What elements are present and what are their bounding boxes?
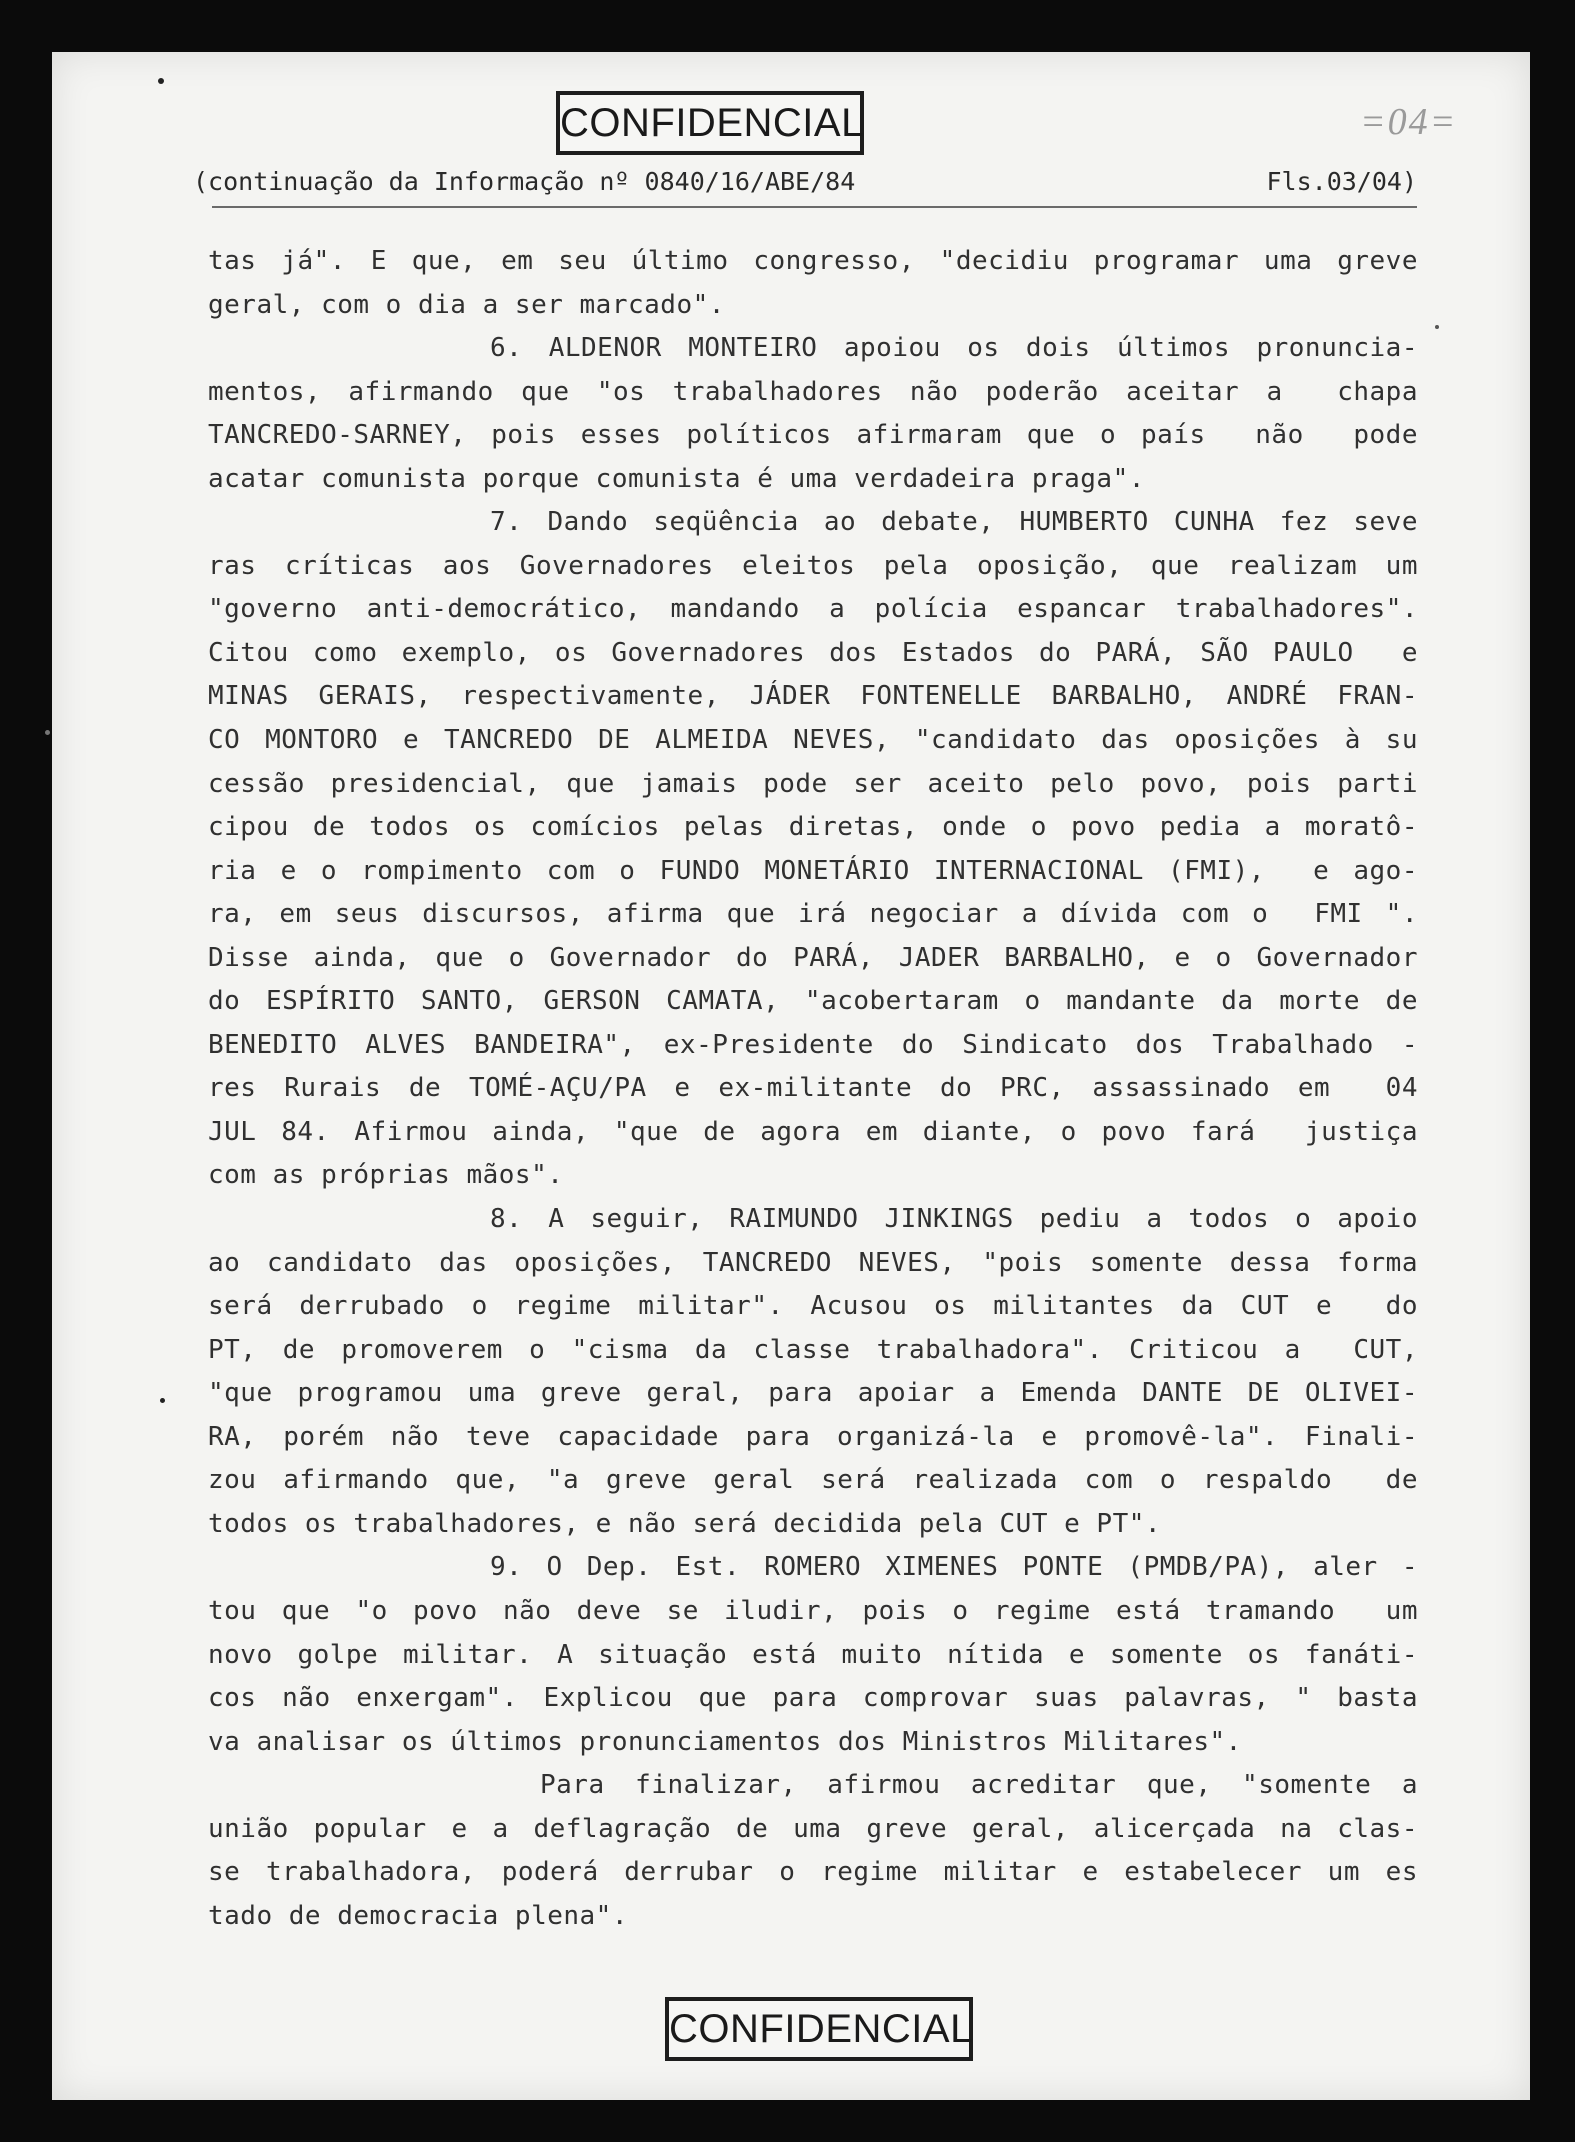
text-line: RA, porém não teve capacidade para organizá-la e promovê-la". Finali- (208, 1421, 1418, 1452)
text-line: cos não enxergam". Explicou que para comprovar suas palavras, " basta (208, 1683, 1418, 1714)
text-line: com as próprias mãos". (208, 1160, 564, 1191)
confidential-stamp-bottom: CONFIDENCIAL (665, 1997, 973, 2061)
text-line: BENEDITO ALVES BANDEIRA", ex-Presidente do Sindicato dos Trabalhado - (208, 1029, 1418, 1060)
text-line: tas já". E que, em seu último congresso, "decidiu programar uma greve (208, 246, 1418, 276)
text-line: JUL 84. Afirmou ainda, "que de agora em diante, o povo fará justiça (208, 1116, 1418, 1147)
information-reference: (continuação da Informação nº 0840/16/ABE/84 (193, 167, 856, 196)
text-line: "que programou uma greve geral, para apoiar a Emenda DANTE DE OLIVEI- (208, 1378, 1418, 1409)
text-line: PT, de promoverem o "cisma da classe trabalhadora". Criticou a CUT, (208, 1334, 1418, 1365)
text-line: acatar comunista porque comunista é uma verdadeira praga". (208, 463, 1145, 494)
text-line: união popular e a deflagração de uma greve geral, alicerçada na clas- (208, 1813, 1418, 1844)
text-line: va analisar os últimos pronunciamentos dos Ministros Militares". (208, 1726, 1242, 1757)
text-line: cipou de todos os comícios pelas diretas, onde o povo pedia a moratô- (208, 812, 1418, 843)
text-line: res Rurais de TOMÉ-AÇU/PA e ex-militante do PRC, assassinado em 04 (208, 1073, 1418, 1104)
closing-paragraph-start: Para finalizar, afirmou acreditar que, "somente a (540, 1770, 1418, 1801)
text-line: ras críticas aos Governadores eleitos pela oposição, que realizam um (208, 550, 1418, 581)
paragraph-6-start: 6. ALDENOR MONTEIRO apoiou os dois últimos pronuncia- (490, 333, 1418, 364)
text-line: CO MONTORO e TANCREDO DE ALMEIDA NEVES, "candidato das oposições à su (208, 725, 1418, 756)
text-line: MINAS GERAIS, respectivamente, JÁDER FONTENELLE BARBALHO, ANDRÉ FRAN- (208, 681, 1418, 712)
text-line: Disse ainda, que o Governador do PARÁ, JADER BARBALHO, e o Governador (208, 942, 1418, 973)
text-line: se trabalhadora, poderá derrubar o regime militar e estabelecer um es (208, 1857, 1418, 1888)
folio-mark: =04= (1360, 101, 1458, 143)
text-line: todos os trabalhadores, e não será decidida pela CUT e PT". (208, 1508, 1162, 1539)
document-header (193, 165, 1417, 211)
text-line: novo golpe militar. A situação está muito nítida e somente os fanáti- (208, 1639, 1418, 1670)
paragraph-8-start: 8. A seguir, RAIMUNDO JINKINGS pediu a todos o apoio (490, 1204, 1418, 1235)
scan-speck (160, 1398, 165, 1403)
scan-speck (1435, 325, 1439, 329)
text-line: tou que "o povo não deve se iludir, pois o regime está tramando um (208, 1595, 1418, 1626)
paragraph-7-start: 7. Dando seqüência ao debate, HUMBERTO CUNHA fez seve (490, 507, 1418, 538)
text-line: geral, com o dia a ser marcado". (208, 289, 725, 320)
text-line: ra, em seus discursos, afirma que irá negociar a dívida com o FMI ". (208, 899, 1418, 930)
scan-speck (45, 730, 50, 735)
confidential-stamp-top: CONFIDENCIAL (556, 91, 864, 155)
text-line: Citou como exemplo, os Governadores dos Estados do PARÁ, SÃO PAULO e (208, 637, 1418, 668)
text-line: ria e o rompimento com o FUNDO MONETÁRIO INTERNACIONAL (FMI), e ago- (208, 855, 1418, 886)
paragraph-9-start: 9. O Dep. Est. ROMERO XIMENES PONTE (PMDB/PA), aler - (490, 1552, 1418, 1583)
text-line: cessão presidencial, que jamais pode ser aceito pelo povo, pois parti (208, 768, 1418, 799)
text-line: TANCREDO-SARNEY, pois esses políticos afirmaram que o país não pode (208, 420, 1418, 451)
text-line: tado de democracia plena". (208, 1900, 628, 1931)
header-rule (212, 206, 1417, 208)
text-line: ao candidato das oposições, TANCREDO NEVES, "pois somente dessa forma (208, 1247, 1418, 1278)
text-line: zou afirmando que, "a greve geral será realizada com o respaldo de (208, 1465, 1418, 1496)
text-line: mentos, afirmando que "os trabalhadores não poderão aceitar a chapa (208, 376, 1418, 407)
text-line: "governo anti-democrático, mandando a polícia espancar trabalhadores". (208, 594, 1418, 625)
scan-speck (158, 78, 164, 84)
text-line: do ESPÍRITO SANTO, GERSON CAMATA, "acobertaram o mandante da morte de (208, 986, 1418, 1017)
sheet-number: Fls.03/04) (1266, 167, 1417, 196)
text-line: será derrubado o regime militar". Acusou os militantes da CUT e do (208, 1291, 1418, 1322)
document-body (208, 240, 1418, 1938)
